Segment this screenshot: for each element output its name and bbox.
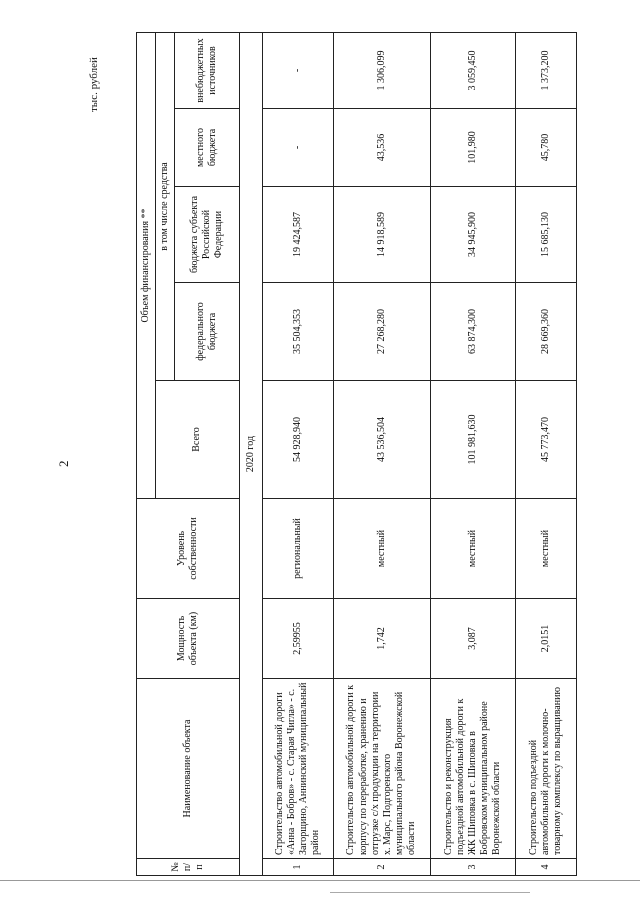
row-offbudget: - (263, 33, 334, 109)
row-total: 43 536,504 (334, 381, 431, 499)
row-offbudget: 1 373,200 (516, 33, 577, 109)
header-subject: бюджета субъекта Российской Федерации (175, 187, 240, 283)
row-total: 45 773,470 (516, 381, 577, 499)
row-num: 1 (263, 859, 334, 876)
table-row (516, 33, 577, 876)
table-row (334, 33, 431, 876)
row-ownership: местный (334, 499, 431, 599)
year-label: 2020 год (240, 33, 263, 876)
row-local: 101,980 (431, 109, 516, 187)
row-total: 101 981,630 (431, 381, 516, 499)
row-name: Строительство автомобильной дороги «Анна - Бобров» - с. Старая Чигла» - с. Загорщино, Аннинский муниципальный район (263, 679, 334, 859)
row-local: 43,536 (334, 109, 431, 187)
row-capacity: 2,59955 (263, 599, 334, 679)
header-row-1 (137, 33, 156, 876)
row-ownership: местный (431, 499, 516, 599)
row-capacity: 3,087 (431, 599, 516, 679)
header-ownership: Уровень собственности (137, 499, 240, 599)
units-label: тыс. рублей (88, 57, 100, 112)
scan-edge-line (330, 892, 530, 893)
table-row (263, 33, 334, 876)
row-subject: 34 945,900 (431, 187, 516, 283)
row-name: Строительство подъездной автомобильной дороги к молочно-товарному комплексу по выращиванию (516, 679, 577, 859)
row-subject: 19 424,587 (263, 187, 334, 283)
row-num: 2 (334, 859, 431, 876)
row-local: 45,780 (516, 109, 577, 187)
row-subject: 15 685,130 (516, 187, 577, 283)
row-offbudget: 3 059,450 (431, 33, 516, 109)
row-name: Строительство автомобильной дороги к корпусу по переработке, хранению и отгрузке с/х продукции на территории х. Марс, Подгоренского муниципального района Воронежской области (334, 679, 431, 859)
row-local: - (263, 109, 334, 187)
header-financing: Объем финансирования ** (137, 33, 156, 499)
header-name: Наименование объекта (137, 679, 240, 859)
row-capacity: 2,0151 (516, 599, 577, 679)
row-federal: 28 669,360 (516, 283, 577, 381)
header-federal: федерального бюджета (175, 283, 240, 381)
header-including: в том числе средства (156, 33, 175, 381)
row-capacity: 1,742 (334, 599, 431, 679)
header-capacity: Мощность объекта (км) (137, 599, 240, 679)
header-offbudget: внебюджетных источников (175, 33, 240, 109)
header-total: Всего (156, 381, 240, 499)
financing-table (136, 32, 577, 876)
scan-edge-line (0, 880, 640, 881)
row-name: Строительство и реконструкция подъездной автомобильной дороги к ЖК Шиповка в с. Шиповка в Бобровском муниципальном районе Воронежской области (431, 679, 516, 859)
row-offbudget: 1 306,099 (334, 33, 431, 109)
row-subject: 14 918,589 (334, 187, 431, 283)
header-local: местного бюджета (175, 109, 240, 187)
header-num: № п/п (137, 859, 240, 876)
table-row (431, 33, 516, 876)
row-ownership: местный (516, 499, 577, 599)
row-federal: 63 874,300 (431, 283, 516, 381)
year-row (240, 33, 263, 876)
row-num: 4 (516, 859, 577, 876)
row-federal: 35 504,353 (263, 283, 334, 381)
row-federal: 27 268,280 (334, 283, 431, 381)
page-number: 2 (56, 460, 71, 467)
row-ownership: региональный (263, 499, 334, 599)
row-num: 3 (431, 859, 516, 876)
row-total: 54 928,940 (263, 381, 334, 499)
